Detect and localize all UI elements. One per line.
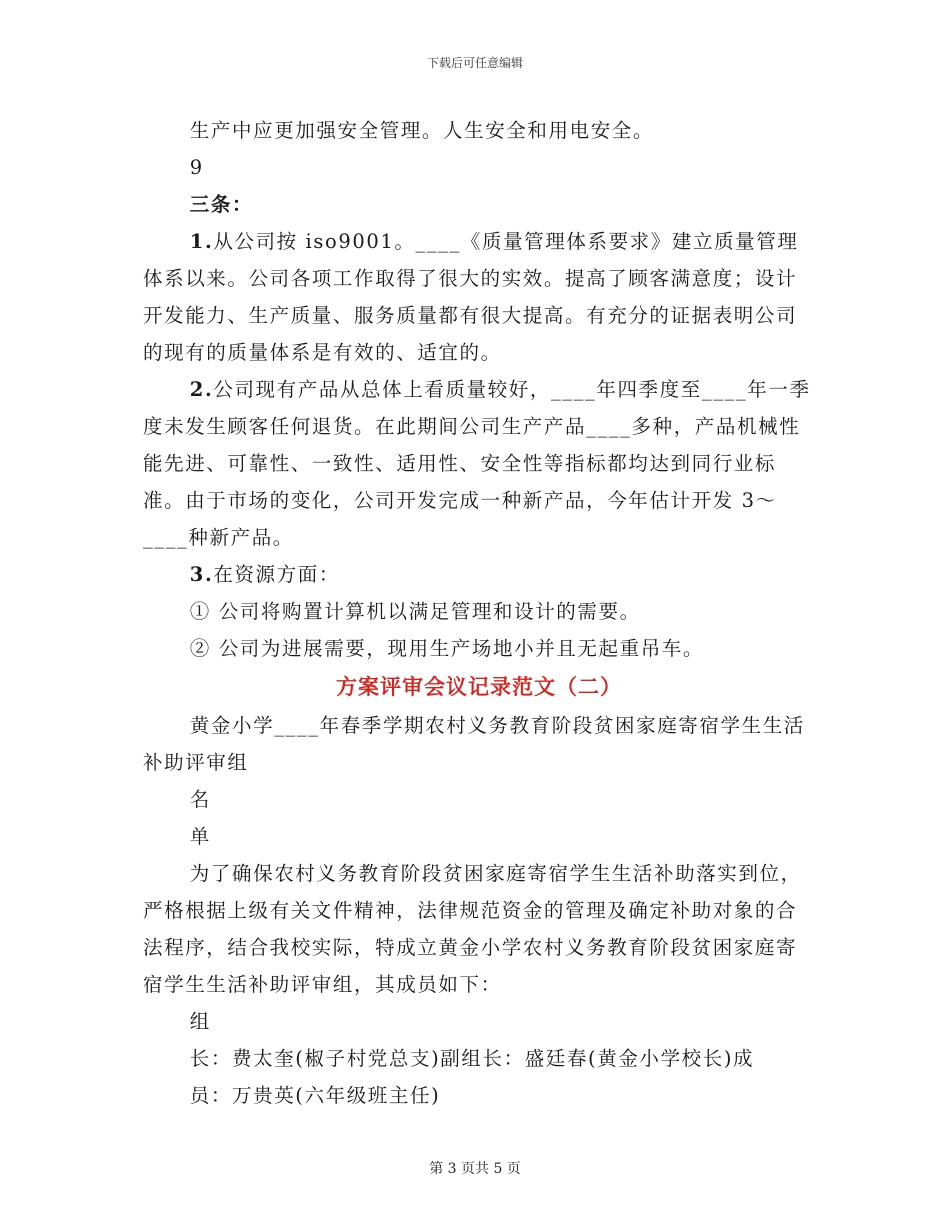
page-footer-number: 第 3 页共 5 页	[429, 1161, 521, 1177]
paragraph-dan: 单	[189, 825, 211, 848]
paragraph-leaders: 长：费太奎(椒子村党总支)副组长：盛廷春(黄金小学校长)成	[189, 1047, 755, 1070]
list-item-2-number: 2.	[189, 378, 214, 401]
document-body	[143, 112, 815, 1114]
list-item-2-text: 公司现有产品从总体上看质量较好，____年四季度至____年一季度未发生顾客任何退货。在此期间公司生产产品____多种，产品机械性能先进、可靠性、一致性、适用性、安全性等指标都均达到同行业标准。由于市场的变化，公司开发完成一种新产品，今年估计开发 3～____种新产品。	[143, 378, 811, 549]
page-header-note: 下载后可任意编辑	[426, 56, 523, 70]
paragraph-number: 9	[189, 156, 204, 179]
list-item-1-text: 从公司按 iso9001。____《质量管理体系要求》建立质量管理体系以来。公司各项工作取得了很大的实效。提高了顾客满意度；设计开发能力、生产质量、服务质量都有很大提高。有充分的证据表明公司的现有的质量体系是有效的、适宜的。	[143, 230, 799, 364]
paragraph-heading-three: 三条：	[189, 193, 254, 216]
sub-item-1: ① 公司将购置计算机以满足管理和设计的需要。	[189, 600, 641, 623]
paragraph-purpose: 为了确保农村义务教育阶段贫困家庭寄宿学生生活补助落实到位，严格根据上级有关文件精神，法律规范资金的管理及确定补助对象的合法程序，结合我校实际，特成立黄金小学农村义务教育阶段贫困家庭寄宿学生生活补助评审组，其成员如下：	[143, 862, 802, 996]
section-title: 方案评审会议记录范文（二）	[336, 674, 622, 699]
list-item-3-number: 3.	[189, 563, 214, 586]
paragraph-safety: 生产中应更加强安全管理。人生安全和用电安全。	[189, 119, 654, 142]
paragraph-committee-title: 黄金小学____年春季学期农村义务教育阶段贫困家庭寄宿学生生活补助评审组	[143, 714, 805, 774]
list-item-3-text: 在资源方面：	[213, 563, 340, 586]
paragraph-zu: 组	[189, 1010, 211, 1033]
paragraph-members: 员：万贵英(六年级班主任)	[189, 1084, 441, 1107]
list-item-2	[143, 371, 815, 556]
paragraph-ming: 名	[189, 788, 211, 811]
sub-item-2: ② 公司为进展需要，现用生产场地小并且无起重吊车。	[189, 637, 704, 660]
list-item-1	[143, 223, 815, 371]
list-item-3	[143, 556, 815, 593]
list-item-1-number: 1.	[189, 230, 214, 253]
